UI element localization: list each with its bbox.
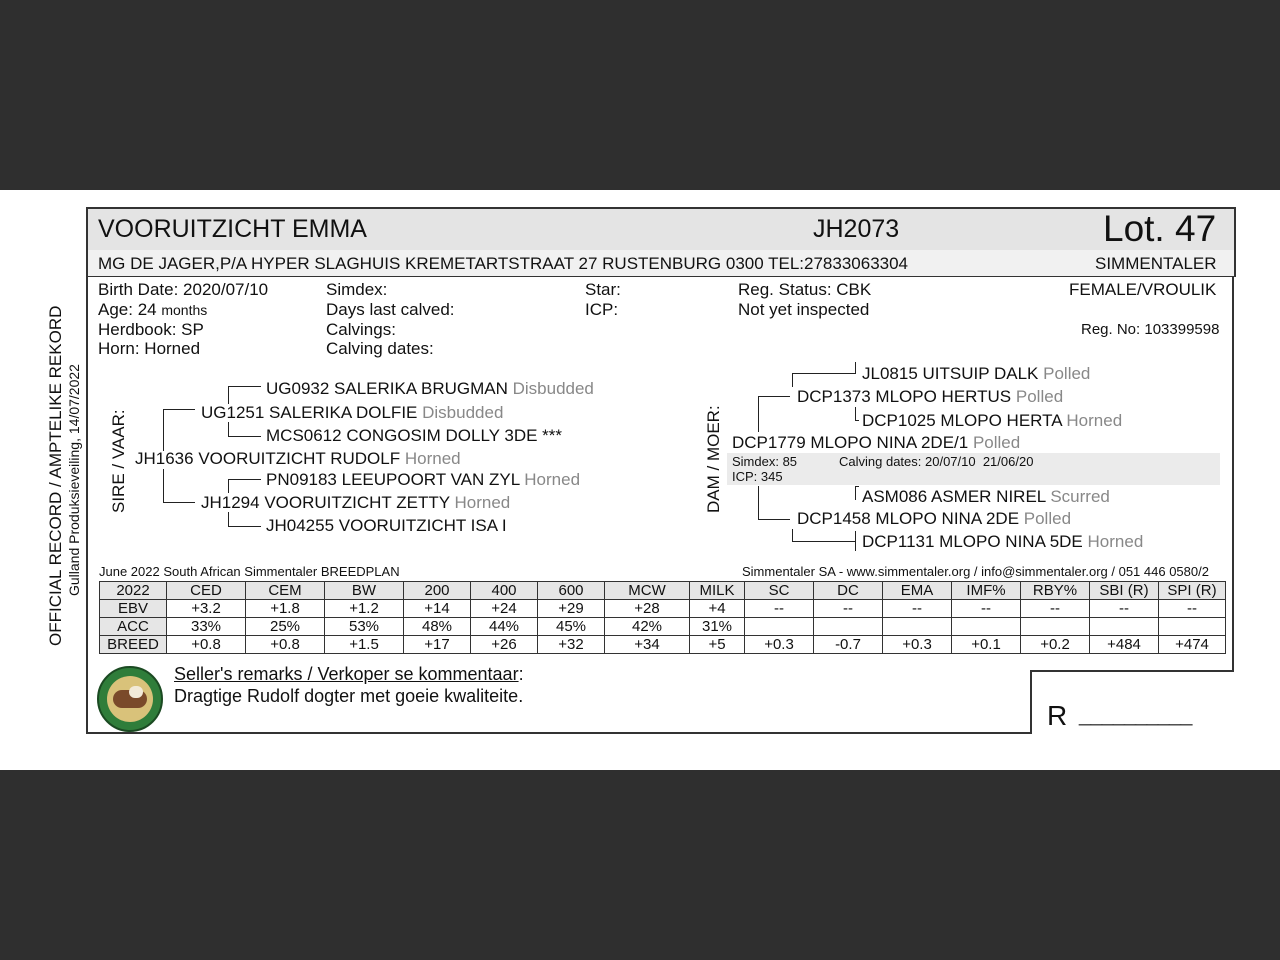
table-cell: 25%: [246, 618, 325, 636]
ped-name: DCP1131 MLOPO NINA 5DE: [862, 532, 1083, 551]
days-last-calved-label: Days last calved:: [326, 300, 455, 319]
table-cell: --: [745, 600, 814, 618]
table-cell: +1.2: [325, 600, 404, 618]
ped-name: MCS0612 CONGOSIM DOLLY 3DE ***: [266, 426, 563, 445]
column-header: DC: [814, 582, 883, 600]
ped-horn: Horned: [404, 449, 461, 468]
age: [98, 300, 207, 320]
column-header: CEM: [246, 582, 325, 600]
row-header: EBV: [100, 600, 167, 618]
table-cell: [1090, 618, 1159, 636]
column-header: MCW: [605, 582, 690, 600]
animal-id: JH2073: [813, 215, 900, 243]
icp-label: ICP:: [585, 300, 619, 319]
ped-line: [758, 486, 759, 520]
ped-line: [792, 529, 793, 541]
table-cell: -0.7: [814, 636, 883, 654]
ped-line: [228, 436, 261, 437]
ped-horn: Horned: [1087, 532, 1144, 551]
official-record-label: OFFICIAL RECORD / AMPTELIKE REKORD: [46, 305, 65, 646]
ped-horn: Disbudded: [422, 403, 504, 422]
breedplan-table: [99, 581, 1226, 654]
breedplan-contact: Simmentaler SA - www.simmentaler.org / info@simmentaler.org / 051 446 0580/2: [742, 564, 1209, 579]
ped-dam: [732, 433, 1020, 453]
table-cell: +24: [471, 600, 538, 618]
ped-horn: Horned: [524, 470, 581, 489]
table-cell: [952, 618, 1021, 636]
ped-ddd: [862, 532, 1143, 552]
table-cell: +4: [690, 600, 745, 618]
table-cell: --: [883, 600, 952, 618]
price-blank: __________: [1079, 701, 1192, 726]
ped-line: [228, 526, 261, 527]
table-row: [100, 600, 1226, 618]
column-header: EMA: [883, 582, 952, 600]
frame-right: [1232, 276, 1234, 671]
table-cell: +17: [404, 636, 471, 654]
ped-name: ASM086 ASMER NIREL: [862, 487, 1046, 506]
ped-line: [228, 422, 229, 436]
table-cell: --: [1159, 600, 1226, 618]
ped-name: JH1636 VOORUITZICHT RUDOLF: [135, 449, 401, 468]
ped-horn: Polled: [1023, 509, 1072, 528]
ped-horn: Polled: [1015, 387, 1064, 406]
table-cell: +5: [690, 636, 745, 654]
remarks-colon: :: [518, 664, 524, 684]
ped-line: [228, 386, 229, 404]
column-header: MILK: [690, 582, 745, 600]
inspection-status: Not yet inspected: [738, 300, 870, 319]
breedplan-caption: June 2022 South African Simmentaler BREEDPLAN: [99, 564, 400, 579]
ped-sdd: [266, 516, 507, 536]
table-row: [100, 618, 1226, 636]
table-cell: 31%: [690, 618, 745, 636]
ped-sire: [135, 449, 461, 469]
table-cell: +0.8: [167, 636, 246, 654]
remarks-title-text: Seller's remarks / Verkoper se kommentaar: [174, 664, 519, 684]
table-cell: [745, 618, 814, 636]
table-cell: +0.3: [745, 636, 814, 654]
ped-line: [228, 479, 229, 493]
calving-dates-label: Calving dates:: [326, 339, 434, 358]
price-box-left: [1030, 670, 1032, 734]
ped-horn: Horned: [454, 493, 511, 512]
ped-line: [792, 373, 856, 374]
ped-name: JL0815 UITSUIP DALK: [862, 364, 1039, 383]
table-cell: +28: [605, 600, 690, 618]
column-header: RBY%: [1021, 582, 1090, 600]
table-cell: +0.8: [246, 636, 325, 654]
table-cell: 45%: [538, 618, 605, 636]
table-cell: 48%: [404, 618, 471, 636]
table-cell: 33%: [167, 618, 246, 636]
column-header: SBI (R): [1090, 582, 1159, 600]
table-cell: +0.3: [883, 636, 952, 654]
table-cell: +1.5: [325, 636, 404, 654]
table-cell: +26: [471, 636, 538, 654]
logo-cow-head: [129, 686, 143, 698]
table-cell: +29: [538, 600, 605, 618]
herdbook: Herdbook: SP: [98, 320, 204, 339]
owner-details: MG DE JAGER,P/A HYPER SLAGHUIS KREMETARTSTRAAT 27 RUSTENBURG 0300 TEL:27833063304: [98, 254, 909, 273]
table-cell: +32: [538, 636, 605, 654]
ped-name: UG0932 SALERIKA BRUGMAN: [266, 379, 508, 398]
ped-sd: [201, 493, 510, 513]
ped-name: UG1251 SALERIKA DOLFIE: [201, 403, 418, 422]
ped-dss: [862, 364, 1090, 384]
ped-horn: Disbudded: [512, 379, 594, 398]
ped-name: DCP1779 MLOPO NINA 2DE/1: [732, 433, 969, 452]
row-header: BREED: [100, 636, 167, 654]
dam-label: DAM / MOER:: [704, 405, 723, 513]
remarks-title: [174, 664, 524, 685]
calvings-label: Calvings:: [326, 320, 396, 339]
ped-line: [163, 409, 164, 451]
star-label: Star:: [585, 280, 621, 299]
column-header: 2022: [100, 582, 167, 600]
row-header: ACC: [100, 618, 167, 636]
lot-number: Lot. 47: [1103, 208, 1217, 249]
table-cell: +484: [1090, 636, 1159, 654]
table-cell: +3.2: [167, 600, 246, 618]
ped-line: [228, 512, 229, 526]
column-header: BW: [325, 582, 404, 600]
ped-dds: [862, 487, 1110, 507]
ped-line: [163, 409, 195, 410]
horn-status: Horn: Horned: [98, 339, 201, 358]
remarks-text: Dragtige Rudolf dogter met goeie kwaliteite.: [174, 686, 524, 706]
sex-label: FEMALE/VROULIK: [1069, 280, 1217, 299]
table-cell: +0.1: [952, 636, 1021, 654]
ped-horn: Polled: [972, 433, 1021, 452]
ped-line: [855, 420, 859, 421]
sire-label: SIRE / VAAR:: [109, 409, 128, 513]
table-cell: [883, 618, 952, 636]
ped-line: [792, 373, 793, 387]
ped-ds: [797, 387, 1063, 407]
simdex-label: Simdex:: [326, 280, 388, 299]
reg-status: Reg. Status: CBK: [738, 280, 872, 299]
column-header: SC: [745, 582, 814, 600]
ped-line: [855, 486, 859, 487]
column-header: CED: [167, 582, 246, 600]
table-cell: 53%: [325, 618, 404, 636]
age-unit: months: [161, 302, 208, 318]
table-cell: 44%: [471, 618, 538, 636]
ped-name: JH04255 VOORUITZICHT ISA I: [266, 516, 507, 535]
table-cell: --: [952, 600, 1021, 618]
table-cell: [1021, 618, 1090, 636]
ped-horn: Scurred: [1050, 487, 1110, 506]
frame-bottom: [86, 732, 1032, 734]
ped-line: [758, 396, 759, 432]
price-box-top: [1030, 670, 1234, 672]
auction-label: Gulland Produksieveiling, 14/07/2022: [66, 364, 82, 596]
ped-name: DCP1373 MLOPO HERTUS: [797, 387, 1012, 406]
column-header: SPI (R): [1159, 582, 1226, 600]
simmentaler-logo-icon: [97, 666, 163, 732]
table-cell: +14: [404, 600, 471, 618]
frame-left: [86, 276, 88, 733]
dam-simdex: Simdex: 85: [732, 454, 798, 469]
ped-ssd: [266, 426, 562, 446]
table-cell: [1159, 618, 1226, 636]
ped-horn: Horned: [1066, 411, 1123, 430]
column-header: 600: [538, 582, 605, 600]
ped-name: JH1294 VOORUITZICHT ZETTY: [201, 493, 450, 512]
animal-name: VOORUITZICHT EMMA: [98, 215, 367, 243]
ped-dd: [797, 509, 1071, 529]
table-row: [100, 636, 1226, 654]
ped-line: [855, 362, 856, 374]
ped-line: [855, 531, 856, 551]
ped-line: [163, 469, 164, 503]
column-header: 400: [471, 582, 538, 600]
age-value: Age: 24: [98, 300, 157, 319]
ped-line: [855, 407, 856, 421]
ped-line: [228, 386, 261, 387]
table-cell: +474: [1159, 636, 1226, 654]
table-cell: [814, 618, 883, 636]
price-currency: R: [1047, 700, 1068, 731]
table-cell: --: [1021, 600, 1090, 618]
table-cell: +0.2: [1021, 636, 1090, 654]
table-cell: +34: [605, 636, 690, 654]
ped-line: [228, 479, 261, 480]
ped-sds: [266, 470, 580, 490]
column-header: IMF%: [952, 582, 1021, 600]
ped-line: [855, 486, 856, 500]
table-cell: --: [814, 600, 883, 618]
birth-date: Birth Date: 2020/07/10: [98, 280, 269, 299]
ped-line: [163, 502, 195, 503]
table-cell: --: [1090, 600, 1159, 618]
ped-name: PN09183 LEEUPOORT VAN ZYL: [266, 470, 520, 489]
table-header-row: [100, 582, 1226, 600]
dam-icp: ICP: 345: [732, 469, 783, 484]
ped-horn: Polled: [1043, 364, 1091, 383]
ped-ss: [201, 403, 503, 423]
table-cell: 42%: [605, 618, 690, 636]
ped-name: DCP1025 MLOPO HERTA: [862, 411, 1062, 430]
ped-dsd: [862, 411, 1122, 431]
dam-calving-dates: Calving dates: 20/07/10 21/06/20: [839, 454, 1034, 469]
ped-name: DCP1458 MLOPO NINA 2DE: [797, 509, 1020, 528]
ped-line: [792, 541, 856, 542]
table-cell: +1.8: [246, 600, 325, 618]
breed-label: SIMMENTALER: [1095, 254, 1217, 273]
reg-number: Reg. No: 103399598: [1081, 321, 1220, 338]
ped-sss: [266, 379, 594, 399]
ped-line: [758, 519, 790, 520]
column-header: 200: [404, 582, 471, 600]
ped-line: [758, 396, 790, 397]
